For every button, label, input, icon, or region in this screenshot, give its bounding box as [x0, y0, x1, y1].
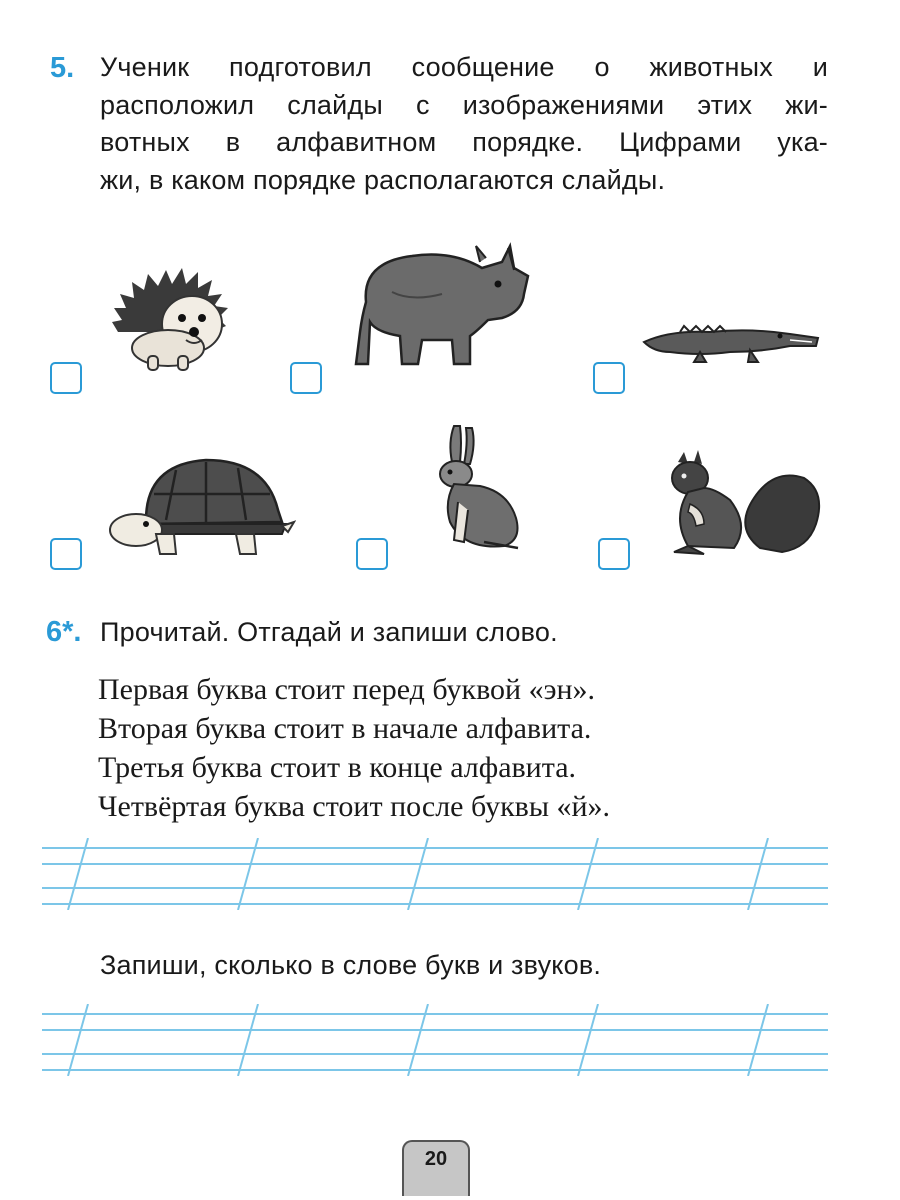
task-5-line: Ученик подготовил сообщение о животных и	[100, 52, 828, 82]
task-5-number: 5.	[50, 52, 75, 84]
riddle-line: Третья буква стоит в конце алфавита.	[98, 751, 577, 784]
hedgehog-icon	[108, 262, 243, 372]
crocodile-icon	[640, 312, 820, 364]
task-5-line: вотных в алфавитном порядке. Цифрами ука-	[100, 127, 828, 157]
count-instruction-text: Запиши, сколько в слове букв и звуков.	[100, 950, 602, 980]
hedgehog-order-checkbox[interactable]	[50, 362, 82, 394]
riddle-text	[98, 670, 798, 826]
writing-lines-count[interactable]	[42, 1004, 828, 1076]
page-number-tab	[402, 1140, 470, 1196]
turtle-icon	[106, 450, 296, 560]
task-5-line: расположил слайды с изображениями этих жи-	[100, 89, 828, 120]
task-6-count-instruction	[100, 947, 800, 985]
crocodile-order-checkbox[interactable]	[593, 362, 625, 394]
squirrel-icon	[664, 448, 824, 558]
task-6-number: 6*.	[46, 616, 82, 648]
task-5-line: жи, в каком порядке располагаются слайды.	[100, 164, 666, 195]
rhinoceros-order-checkbox[interactable]	[290, 362, 322, 394]
riddle-line: Первая буква стоит перед буквой «эн».	[98, 673, 596, 706]
task-5-text	[100, 49, 828, 199]
turtle-order-checkbox[interactable]	[50, 538, 82, 570]
page-number: 20	[424, 1148, 448, 1170]
task-6-instruction-text: Прочитай. Отгадай и запиши слово.	[100, 617, 558, 647]
writing-lines-answer[interactable]	[42, 838, 828, 910]
riddle-line: Четвёртая буква стоит после буквы «й».	[98, 790, 611, 823]
task-6-instruction	[100, 614, 800, 652]
rhinoceros-icon	[352, 232, 534, 374]
squirrel-order-checkbox[interactable]	[598, 538, 630, 570]
riddle-line: Вторая буква стоит в начале алфавита.	[98, 712, 592, 745]
hare-icon	[424, 422, 524, 552]
hare-order-checkbox[interactable]	[356, 538, 388, 570]
